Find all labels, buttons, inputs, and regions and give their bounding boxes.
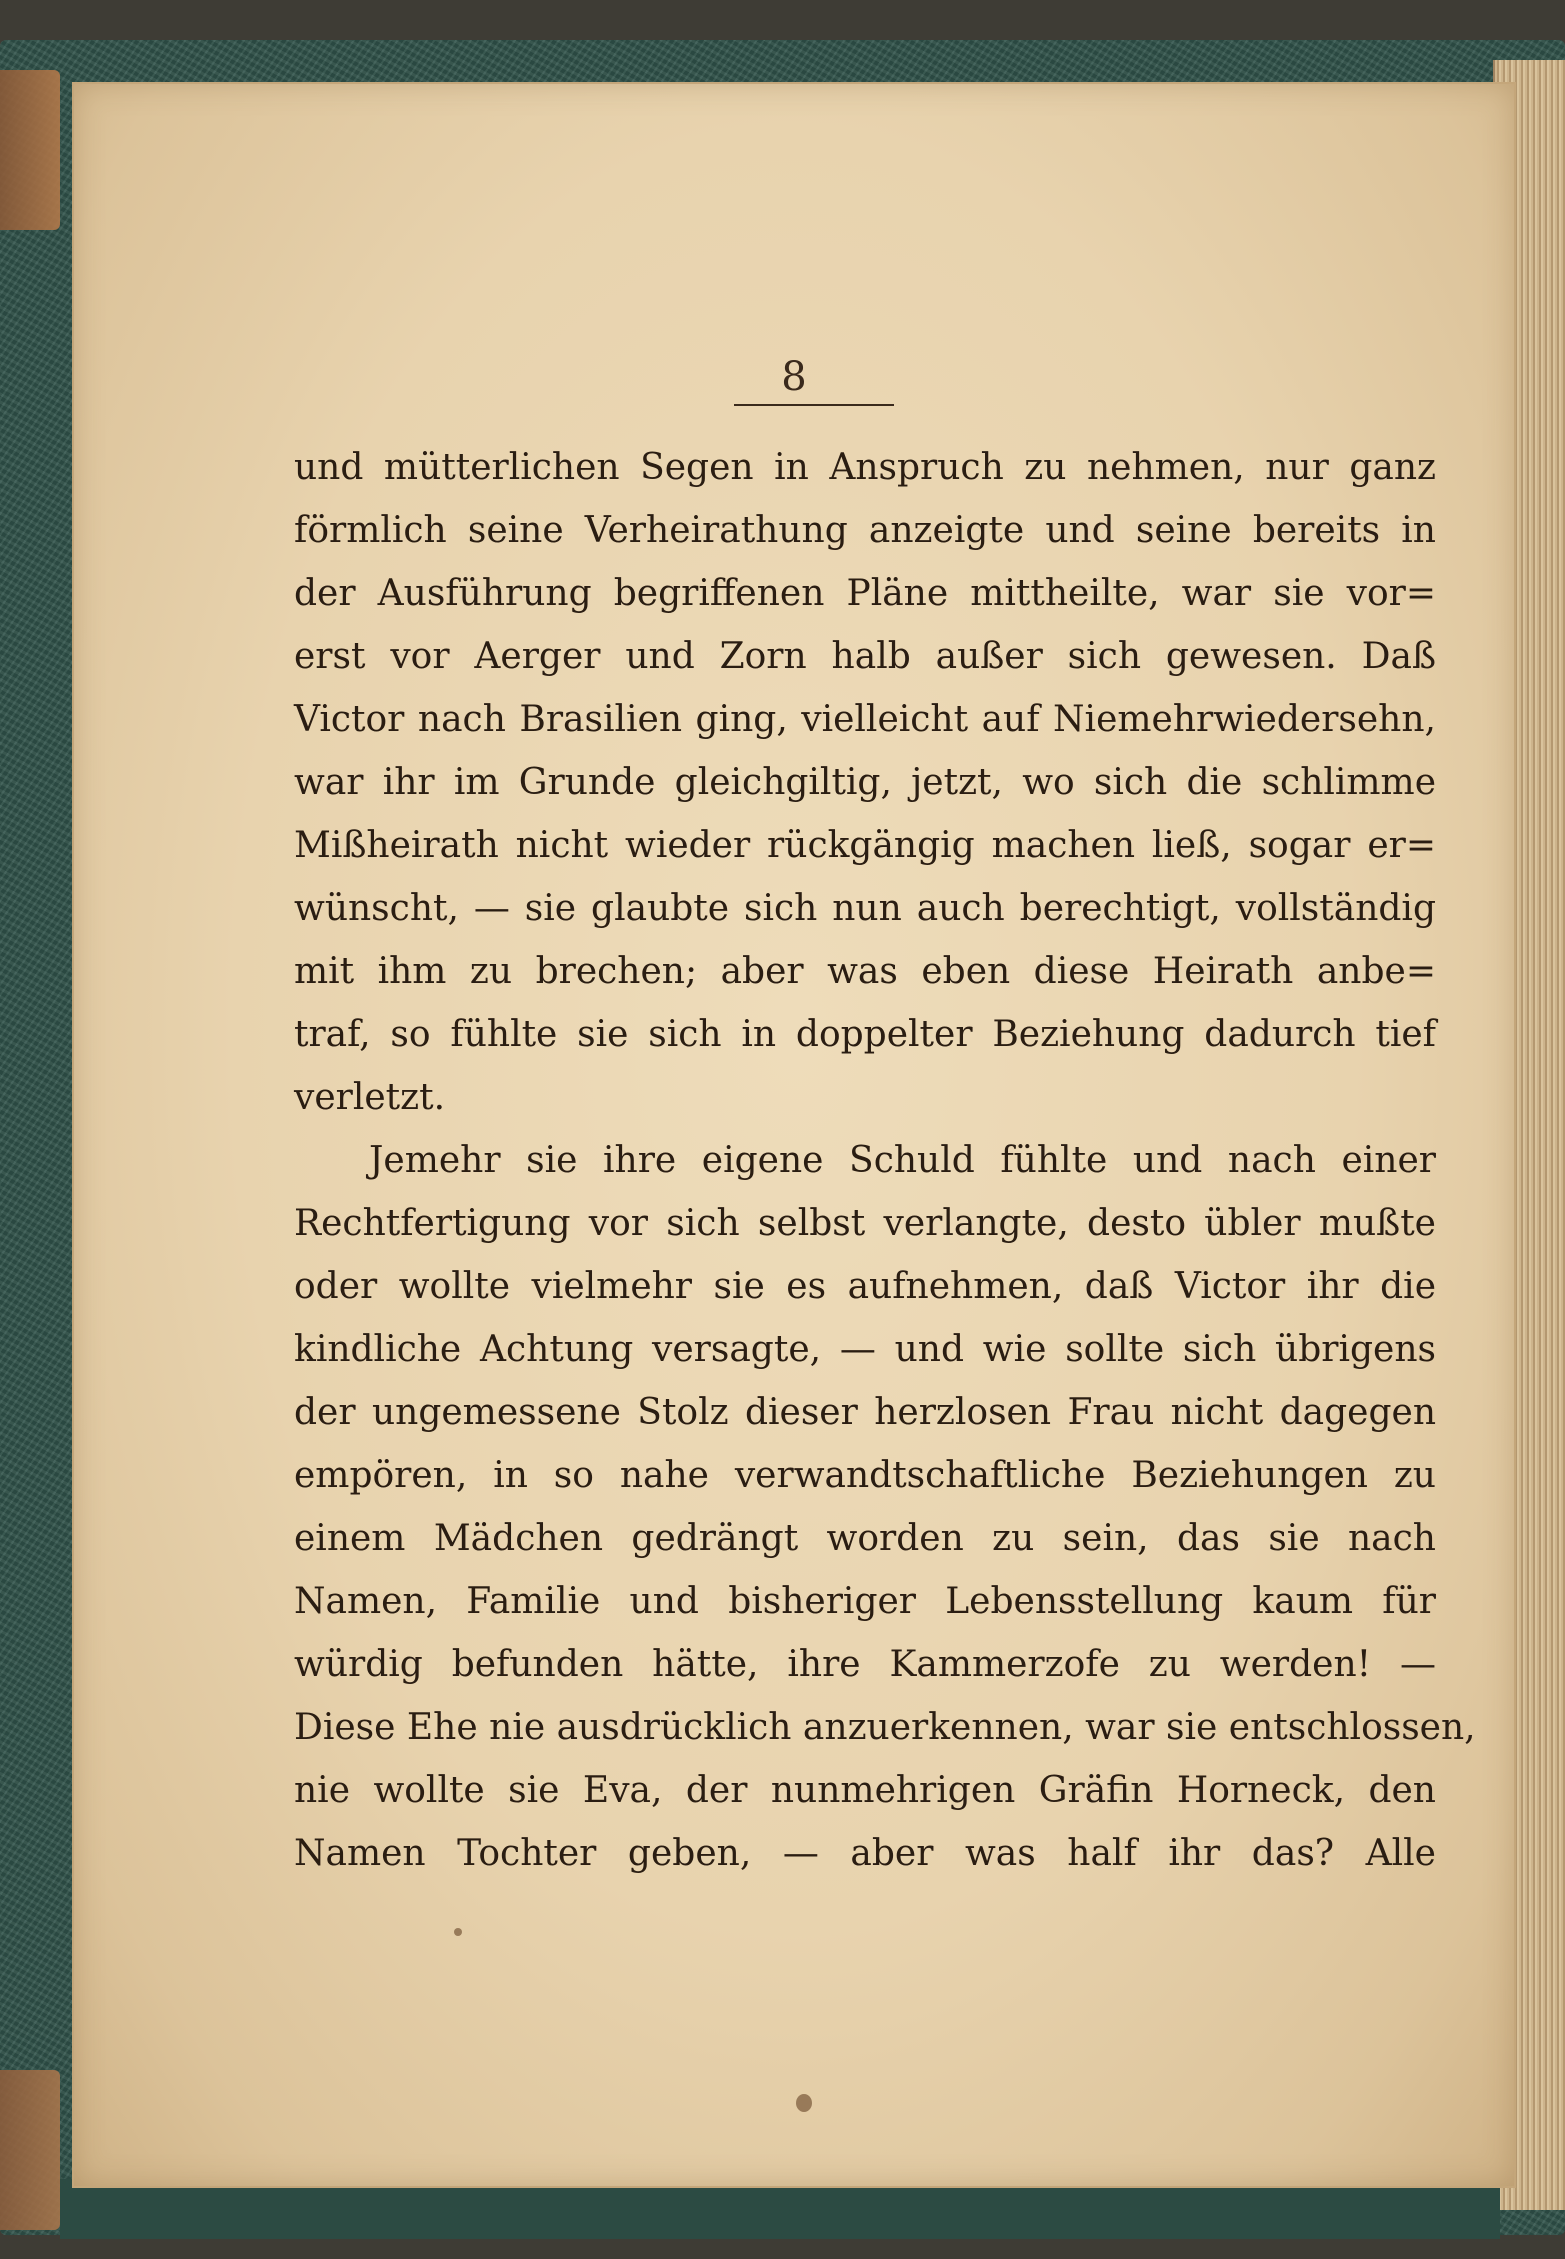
text-line: mit ihm zu brechen; aber was eben diese Heirath anbe= xyxy=(294,951,1436,992)
body-text xyxy=(294,436,1476,1885)
text-line: kindliche Achtung versagte, — und wie sollte sich übrigens xyxy=(294,1329,1436,1370)
text-line: der ungemessene Stolz dieser herzlosen Frau nicht dagegen xyxy=(294,1392,1436,1433)
book-page xyxy=(72,82,1516,2188)
page-number-rule xyxy=(734,404,894,406)
text-line: förmlich seine Verheirathung anzeigte und seine bereits in xyxy=(294,510,1436,551)
text-line: war ihr im Grunde gleichgiltig, jetzt, wo sich die schlimme xyxy=(294,762,1436,803)
text-line: Victor nach Brasilien ging, vielleicht auf Niemehrwiedersehn, xyxy=(294,699,1436,740)
text-line: traf, so fühlte sie sich in doppelter Beziehung dadurch tief xyxy=(294,1014,1436,1055)
text-line: würdig befunden hätte, ihre Kammerzofe zu werden! — xyxy=(294,1644,1436,1685)
text-line: empören, in so nahe verwandtschaftliche Beziehungen zu xyxy=(294,1455,1436,1496)
text-line: oder wollte vielmehr sie es aufnehmen, daß Victor ihr die xyxy=(294,1266,1436,1307)
text-line: nie wollte sie Eva, der nunmehrigen Gräfin Horneck, den xyxy=(294,1770,1436,1811)
text-line: Jemehr sie ihre eigene Schuld fühlte und nach einer xyxy=(369,1140,1436,1181)
page-number: 8 xyxy=(781,354,807,400)
text-line: einem Mädchen gedrängt worden zu sein, das sie nach xyxy=(294,1518,1436,1559)
worn-corner-top xyxy=(0,70,60,230)
ink-spot xyxy=(454,1928,462,1936)
text-line: wünscht, — sie glaubte sich nun auch berechtigt, vollständig xyxy=(294,888,1436,929)
worn-corner-bottom xyxy=(0,2070,60,2230)
text-line: Mißheirath nicht wieder rückgängig machen ließ, sogar er= xyxy=(294,825,1436,866)
text-line: Diese Ehe nie ausdrücklich anzuerkennen, war sie entschlossen, xyxy=(294,1707,1476,1748)
text-line: Rechtfertigung vor sich selbst verlangte, desto übler mußte xyxy=(294,1203,1436,1244)
text-line: und mütterlichen Segen in Anspruch zu nehmen, nur ganz xyxy=(294,447,1436,488)
cover-bottom-band xyxy=(60,2179,1500,2239)
text-line: erst vor Aerger und Zorn halb außer sich gewesen. Daß xyxy=(294,636,1436,677)
ink-spot xyxy=(796,2094,812,2112)
text-line: Namen Tochter geben, — aber was half ihr das? Alle xyxy=(294,1833,1436,1874)
text-line: verletzt. xyxy=(294,1077,446,1118)
text-line: der Ausführung begriffenen Pläne mittheilte, war sie vor= xyxy=(294,573,1436,614)
text-line: Namen, Familie und bisheriger Lebensstellung kaum für xyxy=(294,1581,1436,1622)
